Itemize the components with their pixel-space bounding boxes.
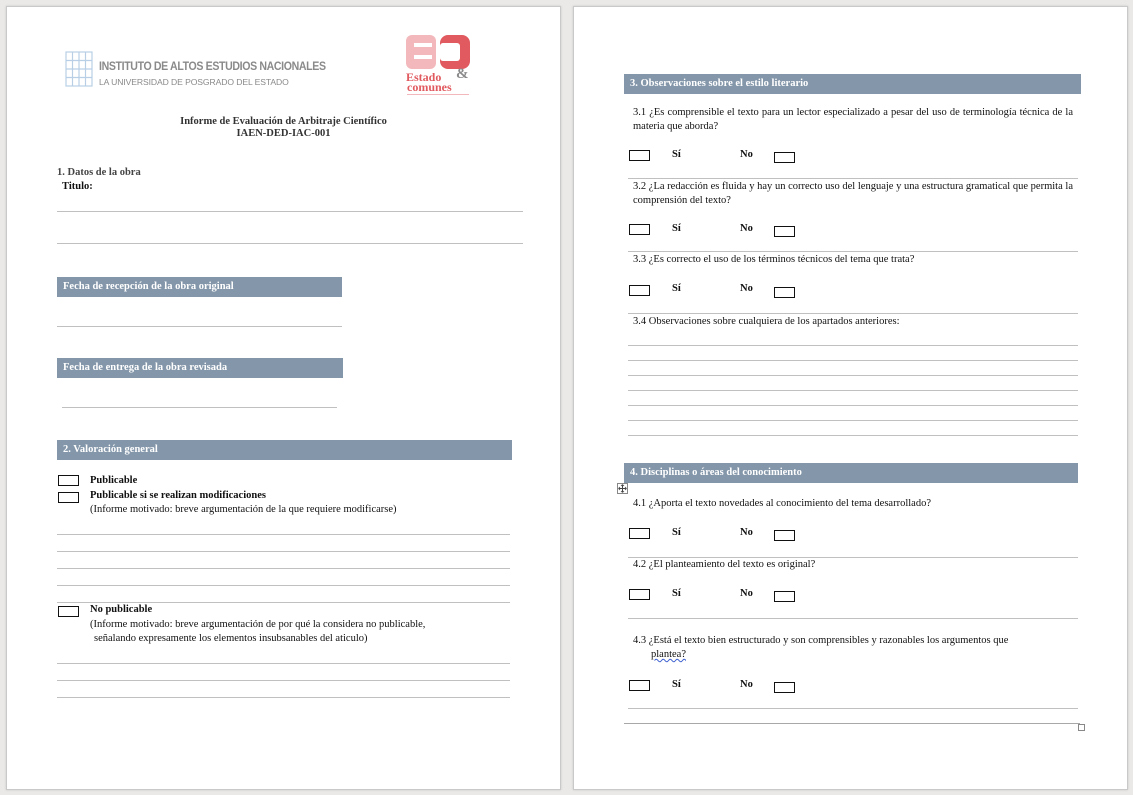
q4-3-no-label: No xyxy=(740,679,753,690)
no-publicable-note-1: (Informe motivado: breve argumentación de por qué la considera no publicable, xyxy=(90,619,426,630)
estado-comunes-logo xyxy=(405,33,475,97)
obs-line-2 xyxy=(628,360,1078,361)
fecha-entrega-bar: Fecha de entrega de la obra revisada xyxy=(57,358,343,378)
obs-line-7 xyxy=(628,435,1078,436)
q4-2-no-label: No xyxy=(740,588,753,599)
title-line-1 xyxy=(57,211,523,212)
table-bottom-line xyxy=(624,723,1080,724)
q4-3-no-box[interactable] xyxy=(774,682,795,693)
mod-line-1 xyxy=(57,534,510,535)
obs-line-5 xyxy=(628,405,1078,406)
no-publicable-note-2: señalando expresamente los elementos insubsanables del aticulo) xyxy=(94,633,368,644)
mod-line-3 xyxy=(57,568,510,569)
q3-4-text: 3.4 Observaciones sobre cualquiera de los apartados anteriores: xyxy=(633,316,900,327)
publicable-checkbox[interactable] xyxy=(58,475,79,486)
document-page-1 xyxy=(6,6,561,790)
q3-3-text: 3.3 ¿Es correcto el uso de los términos técnicos del tema que trata? xyxy=(633,254,915,265)
title-line-2 xyxy=(57,243,523,244)
obs-line-1 xyxy=(628,345,1078,346)
section3-bar: 3. Observaciones sobre el estilo literario xyxy=(624,74,1081,94)
q3-1-no-box[interactable] xyxy=(774,152,795,163)
q3-3-yes-box[interactable] xyxy=(629,285,650,296)
document-code: IAEN-DED-IAC-001 xyxy=(236,128,331,139)
obs-line-3 xyxy=(628,375,1078,376)
table-move-handle-icon[interactable] xyxy=(617,483,628,494)
q3-2-yes-label: Sí xyxy=(672,223,681,234)
iaen-logo xyxy=(63,51,326,91)
q4-3-text-line2: plantea? xyxy=(651,649,686,660)
institute-subtitle: LA UNIVERSIDAD DE POSGRADO DEL ESTADO xyxy=(99,77,289,87)
title-label: Titulo: xyxy=(62,181,93,192)
q3-3-yes-label: Sí xyxy=(672,283,681,294)
no-publicable-label: No publicable xyxy=(90,604,153,615)
q3-2-no-label: No xyxy=(740,223,753,234)
q4-3-text-line1: 4.3 ¿Está el texto bien estructurado y son comprensibles y razonables los argumentos que xyxy=(633,635,1009,646)
section1-heading: 1. Datos de la obra xyxy=(57,167,141,178)
fecha-recepcion-line xyxy=(57,326,342,327)
q4-2-text: 4.2 ¿El planteamiento del texto es original? xyxy=(633,559,816,570)
iaen-grid-icon xyxy=(65,51,93,87)
publicable-mod-label: Publicable si se realizan modificaciones xyxy=(90,490,266,501)
no-publicable-checkbox[interactable] xyxy=(58,606,79,617)
section4-bar: 4. Disciplinas o áreas del conocimiento xyxy=(624,463,1078,483)
brand-word-comunes: comunes xyxy=(407,80,452,94)
nopub-line-1 xyxy=(57,663,510,664)
publicable-mod-checkbox[interactable] xyxy=(58,492,79,503)
q4-1-no-box[interactable] xyxy=(774,530,795,541)
publicable-label: Publicable xyxy=(90,475,138,486)
fecha-recepcion-bar: Fecha de recepción de la obra original xyxy=(57,277,342,297)
q4-2-no-box[interactable] xyxy=(774,591,795,602)
q4-3-yes-box[interactable] xyxy=(629,680,650,691)
table-resize-handle-icon[interactable] xyxy=(1078,724,1085,731)
q3-2-yes-box[interactable] xyxy=(629,224,650,235)
q4-1-text: 4.1 ¿Aporta el texto novedades al conocimiento del tema desarrollado? xyxy=(633,498,931,509)
q4-2-yes-label: Sí xyxy=(672,588,681,599)
q3-3-no-box[interactable] xyxy=(774,287,795,298)
document-title: Informe de Evaluación de Arbitraje Científico xyxy=(180,116,387,127)
q3-1-yes-label: Sí xyxy=(672,149,681,160)
document-page-2 xyxy=(573,6,1128,790)
mod-line-2 xyxy=(57,551,510,552)
q3-1-text: 3.1 ¿Es comprensible el texto para un lector especializado a pesar del uso de terminología técnica de la materia que aborda? xyxy=(633,107,1073,132)
q4-3-yes-label: Sí xyxy=(672,679,681,690)
q3-3-no-label: No xyxy=(740,283,753,294)
q3-3-divider xyxy=(628,313,1078,314)
q4-3-divider xyxy=(628,708,1078,709)
publicable-mod-note: (Informe motivado: breve argumentación de la que requiere modificarse) xyxy=(90,504,397,515)
q3-1-yes-box[interactable] xyxy=(629,150,650,161)
institute-name: INSTITUTO DE ALTOS ESTUDIOS NACIONALES xyxy=(99,61,326,73)
q3-2-divider xyxy=(628,251,1078,252)
fecha-entrega-line xyxy=(62,407,337,408)
obs-line-6 xyxy=(628,420,1078,421)
obs-line-4 xyxy=(628,390,1078,391)
q4-1-yes-box[interactable] xyxy=(629,528,650,539)
q3-1-no-label: No xyxy=(740,149,753,160)
mod-line-4 xyxy=(57,585,510,586)
q3-1-divider xyxy=(628,178,1078,179)
brand-tagline-line xyxy=(407,94,469,95)
q3-2-no-box[interactable] xyxy=(774,226,795,237)
q4-1-no-label: No xyxy=(740,527,753,538)
q4-1-yes-label: Sí xyxy=(672,527,681,538)
nopub-line-3 xyxy=(57,697,510,698)
q4-2-yes-box[interactable] xyxy=(629,589,650,600)
q3-2-text: 3.2 ¿La redacción es fluida y hay un correcto uso del lenguaje y una estructura gramatical que permita la comprensión del texto? xyxy=(633,181,1073,206)
brand-word-estado: Estado xyxy=(406,70,442,84)
nopub-line-2 xyxy=(57,680,510,681)
section2-bar: 2. Valoración general xyxy=(57,440,512,460)
q4-2-divider xyxy=(628,618,1078,619)
brand-ampersand: & xyxy=(456,66,469,82)
